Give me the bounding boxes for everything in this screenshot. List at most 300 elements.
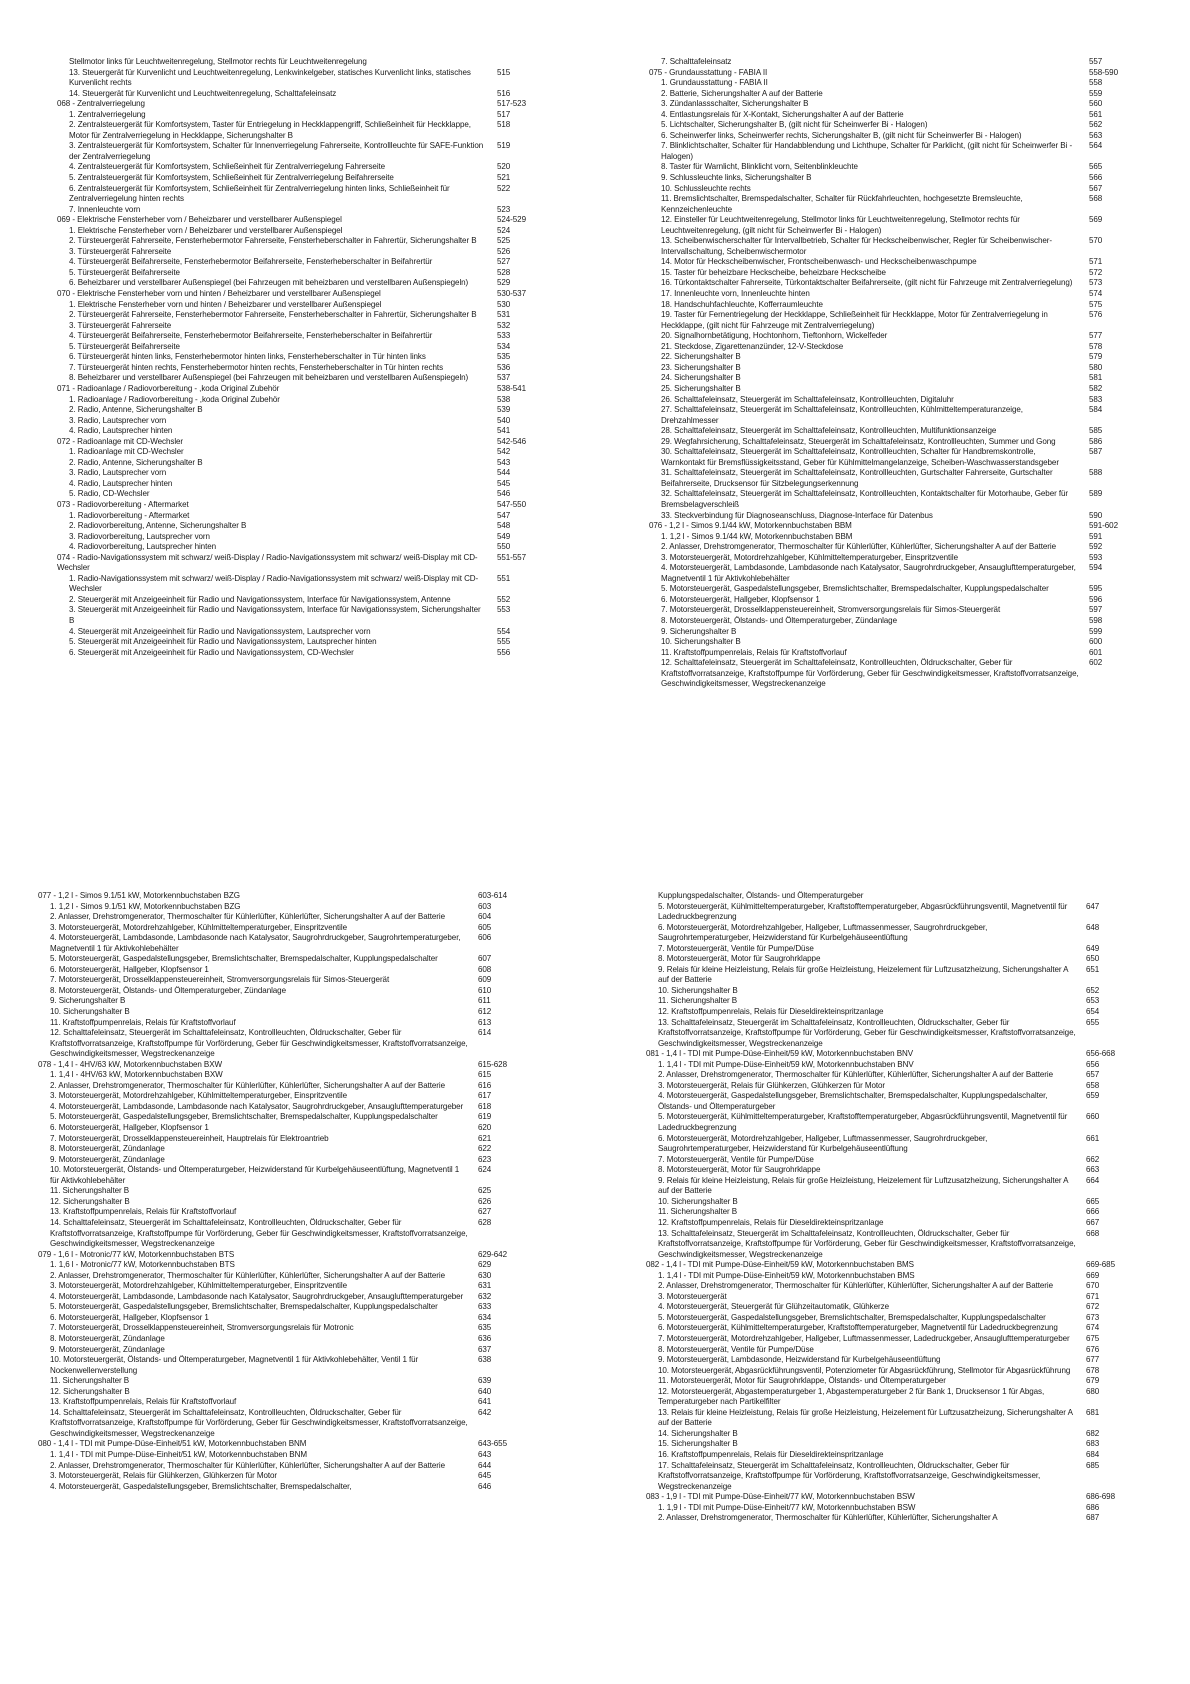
entry-title: 1. 1,2 l - Simos 9.1/51 kW, Motorkennbuchstaben BZG <box>50 901 241 911</box>
entry-title: 082 - 1,4 l - TDI mit Pumpe-Düse-Einheit/59 kW, Motorkennbuchstaben BMS <box>646 1260 914 1270</box>
toc-entry-row <box>646 1155 1166 1166</box>
entry-title: 6. Motorsteuergerät, Hallgeber, Klopfsensor 1 <box>661 594 820 604</box>
entry-title: 13. Steuergerät für Kurvenlicht und Leuchtweitenregelung, Lenkwinkelgeber, statisches Kurvenlicht links, statisches Kurvenlicht rechts <box>69 67 471 88</box>
entry-title: 7. Motorsteuergerät, Drosselklappensteuereinheit, Stromversorgungsrelais für Simos-Steuergerät <box>50 975 390 985</box>
entry-page: 550 <box>497 542 511 552</box>
toc-entry-row <box>57 595 577 606</box>
toc-entry-row <box>646 1007 1166 1018</box>
toc-entry-row <box>57 141 577 162</box>
toc-entry-row <box>38 1112 558 1123</box>
toc-entry-row <box>38 1028 558 1060</box>
entry-title: 8. Motorsteuergerät, Zündanlage <box>50 1144 165 1154</box>
entry-page: 633 <box>478 1302 492 1312</box>
entry-page: 677 <box>1086 1355 1100 1365</box>
entry-title: 12. Einsteller für Leuchtweitenregelung, Stellmotor links für Leuchtweitenregelung, Stellmotor rechts für Leuchtweitenregelung, (gilt nicht für Scheinwerfer Bi - Halogen) <box>661 215 1020 235</box>
toc-entry-row <box>38 1450 558 1461</box>
entry-page: 564 <box>1089 141 1103 151</box>
entry-title: 5. Zentralsteuergerät für Komfortsystem, Schließeinheit für Zentralverriegelung Beifahrerseite <box>69 173 394 183</box>
toc-entry-row <box>649 584 1169 595</box>
toc-entry-row <box>57 268 577 279</box>
entry-title: 11. Sicherungshalter B <box>658 996 738 1006</box>
toc-entry-row <box>57 627 577 638</box>
entry-title: 17. Schalttafeleinsatz, Steuergerät im Schalttafeleinsatz, Kontrollleuchten, Öldruckschalter, Geber für Kraftstoffvorratsanzeige, Kraftstoffpumpe für Vorförderung, Kraftstoffvorratsanzeige, Geschwindigkeitsmesser, Wegstreckenanzeige <box>658 1460 1041 1491</box>
toc-section-row <box>57 500 577 511</box>
entry-page: 657 <box>1086 1070 1100 1080</box>
toc-entry-row <box>646 954 1166 965</box>
entry-page: 521 <box>497 173 511 183</box>
entry-title: 14. Steuergerät für Kurvenlicht und Leuchtweitenregelung, Schalttafeleinsatz <box>69 88 337 98</box>
entry-page: 670 <box>1086 1281 1100 1291</box>
toc-entry-row <box>649 342 1169 353</box>
entry-page: 641 <box>478 1397 492 1407</box>
toc-entry-row <box>649 300 1169 311</box>
entry-page: 651 <box>1086 964 1100 974</box>
toc-entry-row <box>646 1461 1166 1493</box>
toc-entry-row <box>646 1091 1166 1112</box>
entry-title: 1. 1,4 l - 4HV/63 kW, Motorkennbuchstaben BXW <box>50 1070 223 1080</box>
entry-title: 5. Motorsteuergerät, Gaspedalstellungsgeber, Bremslichtschalter, Bremspedalschalter, Kupplungspedalschalter <box>50 1112 438 1122</box>
entry-page: 587 <box>1089 447 1103 457</box>
entry-page: 558-590 <box>1089 67 1118 77</box>
toc-entry-row <box>57 363 577 374</box>
entry-page: 662 <box>1086 1154 1100 1164</box>
toc-entry-row <box>38 933 558 954</box>
entry-title: 4. Türsteuergerät Beifahrerseite, Fensterhebermotor Beifahrerseite, Fensterheberschalter in Beifahrertür <box>69 331 433 341</box>
toc-entry-row <box>57 310 577 321</box>
toc-entry-row <box>646 965 1166 986</box>
toc-entry-row <box>38 1292 558 1303</box>
entry-page: 665 <box>1086 1196 1100 1206</box>
entry-title: 19. Taster für Fernentriegelung der Heckklappe, Schließeinheit für Heckklappe, Motor für Zentralverriegelung in Heckklappe, (gilt nicht für Fahrzeuge mit Zentralverriegelung) <box>661 310 1048 330</box>
entry-title: 9. Motorsteuergerät, Lambdasonde, Heizwiderstand für Kurbelgehäuseentlüftung <box>658 1355 941 1365</box>
entry-page: 591-602 <box>1089 521 1118 531</box>
entry-title: 6. Steuergerät mit Anzeigeeinheit für Radio und Navigationssystem, CD-Wechsler <box>69 647 354 657</box>
toc-entry-row <box>646 1018 1166 1050</box>
entry-title: 4. Motorsteuergerät, Lambdasonde, Lambdasonde nach Katalysator, Saugrohrdruckgeber, Ansauglufttemperaturgeber, Magnetventil 1 für Aktivkohlebehälter <box>661 563 1076 583</box>
toc-entry-row <box>38 1302 558 1313</box>
entry-page: 618 <box>478 1101 492 1111</box>
entry-title: 3. Radio, Lautsprecher vorn <box>69 415 167 425</box>
entry-title: 1. Radioanlage mit CD-Wechsler <box>69 447 184 457</box>
toc-entry-row <box>646 1355 1166 1366</box>
entry-page: 685 <box>1086 1460 1100 1470</box>
toc-section-row <box>57 437 577 448</box>
toc-entry-row <box>38 1482 558 1493</box>
toc-entry-row <box>38 1271 558 1282</box>
entry-page: 517 <box>497 109 511 119</box>
entry-title: 7. Motorsteuergerät, Drosselklappensteuereinheit, Hauptrelais für Elektroantrieb <box>50 1133 329 1143</box>
entry-page: 656-668 <box>1086 1049 1115 1059</box>
entry-title: 4. Motorsteuergerät, Lambdasonde, Lambdasonde nach Katalysator, Saugrohrdruckgeber, Ansauglufttemperaturgeber <box>50 1291 464 1301</box>
entry-title: 083 - 1,9 l - TDI mit Pumpe-Düse-Einheit/77 kW, Motorkennbuchstaben BSW <box>646 1492 915 1502</box>
entry-title: 9. Schlussleuchte links, Sicherungshalter B <box>661 173 812 183</box>
entry-page: 603 <box>478 901 492 911</box>
entry-page: 652 <box>1086 985 1100 995</box>
entry-title: 11. Sicherungshalter B <box>50 1186 130 1196</box>
entry-page: 635 <box>478 1323 492 1333</box>
toc-entry-row <box>38 912 558 923</box>
entry-title: 5. Motorsteuergerät, Gaspedalstellungsgeber, Bremslichtschalter, Bremspedalschalter, Kupplungspedalschalter <box>50 1302 438 1312</box>
entry-page: 555 <box>497 637 511 647</box>
entry-page: 588 <box>1089 468 1103 478</box>
entry-page: 573 <box>1089 278 1103 288</box>
entry-page: 551 <box>497 573 511 583</box>
entry-title: 081 - 1,4 l - TDI mit Pumpe-Düse-Einheit/59 kW, Motorkennbuchstaben BNV <box>646 1049 913 1059</box>
entry-title: 10. Motorsteuergerät, Abgasrückführungsventil, Potenziometer für Abgasrückführung, Stellmotor für Abgasrückführung <box>658 1365 1071 1375</box>
toc-entry-row <box>38 1102 558 1113</box>
entry-title: 6. Scheinwerfer links, Scheinwerfer rechts, Sicherungshalter B, (gilt nicht für Scheinwerfer Bi - Halogen) <box>661 130 1022 140</box>
entry-page: 614 <box>478 1028 492 1038</box>
entry-title: 6. Türsteuergerät hinten links, Fensterhebermotor hinten links, Fensterheberschalter in Tür hinten links <box>69 352 426 362</box>
entry-page: 602 <box>1089 658 1103 668</box>
entry-title: 9. Relais für kleine Heizleistung, Relais für große Heizleistung, Heizelement für Luftzusatzheizung, Sicherungshalter A auf der Batterie <box>658 1175 1069 1196</box>
toc-entry-row <box>649 352 1169 363</box>
entry-title: 10. Sicherungshalter B <box>50 1007 130 1017</box>
entry-page: 593 <box>1089 552 1103 562</box>
toc-entry-row <box>649 131 1169 142</box>
entry-page: 517-523 <box>497 99 526 109</box>
entry-title: 8. Beheizbarer und verstellbarer Außenspiegel (bei Fahrzeugen mit beheizbaren und verstellbaren Außenspiegeln) <box>69 373 469 383</box>
toc-entry-row <box>38 1313 558 1324</box>
entry-page: 549 <box>497 531 511 541</box>
toc-entry-row <box>57 247 577 258</box>
toc-entry-row <box>649 236 1169 257</box>
entry-title: 3. Motorsteuergerät <box>658 1291 727 1301</box>
entry-title: 28. Schalttafeleinsatz, Steuergerät im Schalttafeleinsatz, Kontrollleuchten, Multifunktionsanzeige <box>661 426 997 436</box>
toc-entry-row <box>38 965 558 976</box>
entry-page: 577 <box>1089 331 1103 341</box>
entry-page: 525 <box>497 236 511 246</box>
entry-page: 575 <box>1089 299 1103 309</box>
entry-page: 603-614 <box>478 891 507 900</box>
toc-entry-row <box>646 1345 1166 1356</box>
toc-entry-row <box>649 658 1169 690</box>
toc-entry-row <box>57 532 577 543</box>
toc-entry-row <box>649 268 1169 279</box>
entry-title: 12. Sicherungshalter B <box>50 1386 130 1396</box>
entry-title: 11. Sicherungshalter B <box>50 1376 130 1386</box>
entry-title: 2. Radio, Antenne, Sicherungshalter B <box>69 457 203 467</box>
toc-entry-row <box>57 426 577 437</box>
entry-title: 13. Scheibenwischerschalter für Intervallbetrieb, Schalter für Heckscheibenwischer, Regler für Scheibenwischer-Intervallschaltung, Scheibenwischermotor <box>661 236 1052 256</box>
entry-page <box>1086 891 1146 902</box>
entry-page: 616 <box>478 1080 492 1090</box>
entry-title: 12. Kraftstoffpumpenrelais, Relais für Dieseldirekteinspritzanlage <box>658 1217 884 1227</box>
toc-entry-row <box>57 521 577 532</box>
entry-title: 13. Kraftstoffpumpenrelais, Relais für Kraftstoffvorlauf <box>50 1207 237 1217</box>
entry-title: 075 - Grundausstattung - FABIA II <box>649 67 768 77</box>
entry-title: 5. Türsteuergerät Beifahrerseite <box>69 341 180 351</box>
entry-title: 23. Sicherungshalter B <box>661 362 741 372</box>
entry-title: 5. Lichtschalter, Sicherungshalter B, (gilt nicht für Scheinwerfer Bi - Halogen) <box>661 120 928 130</box>
entry-page: 571 <box>1089 257 1103 267</box>
entry-page: 553 <box>497 605 511 615</box>
toc-entry-row <box>646 1281 1166 1292</box>
entry-page: 655 <box>1086 1017 1100 1027</box>
entry-page: 590 <box>1089 510 1103 520</box>
entry-page: 629-642 <box>478 1249 507 1259</box>
entry-page: 557 <box>1089 57 1103 66</box>
entry-page: 648 <box>1086 922 1100 932</box>
entry-title: 9. Sicherungshalter B <box>50 996 126 1006</box>
entry-title: 2. Türsteuergerät Fahrerseite, Fensterhebermotor Fahrerseite, Fensterheberschalter in Fahrertür, Sicherungshalter B <box>69 310 477 320</box>
toc-entry-row <box>649 89 1169 100</box>
toc-entry-row <box>646 944 1166 955</box>
entry-page: 624 <box>478 1165 492 1175</box>
entry-title: 080 - 1,4 l - TDI mit Pumpe-Düse-Einheit/51 kW, Motorkennbuchstaben BNM <box>38 1439 307 1449</box>
entry-title: 8. Taster für Warnlicht, Blinklicht vorn, Seitenblinkleuchte <box>661 162 858 172</box>
entry-page: 679 <box>1086 1376 1100 1386</box>
entry-page: 626 <box>478 1196 492 1206</box>
toc-entry-row <box>646 1429 1166 1440</box>
entry-page: 680 <box>1086 1386 1100 1396</box>
entry-title: 4. Radiovorbereitung, Lautsprecher hinten <box>69 542 217 552</box>
toc-entry-row <box>57 173 577 184</box>
entry-page: 645 <box>478 1471 492 1481</box>
entry-page: 669-685 <box>1086 1260 1115 1270</box>
toc-entry-row <box>57 468 577 479</box>
toc-section-row <box>646 1260 1166 1271</box>
toc-block-top-right <box>649 57 1169 690</box>
entry-title: 3. Radio, Lautsprecher vorn <box>69 468 167 478</box>
toc-section-row <box>57 289 577 300</box>
toc-entry-row <box>649 437 1169 448</box>
entry-title: 3. Motorsteuergerät, Motordrehzahlgeber, Kühlmitteltemperaturgeber, Einspritzventile <box>50 1091 347 1101</box>
entry-page: 515 <box>497 67 511 77</box>
toc-entry-row <box>649 120 1169 131</box>
toc-section-row <box>649 521 1169 532</box>
entry-title: 2. Radiovorbereitung, Antenne, Sicherungshalter B <box>69 521 247 531</box>
toc-entry-row <box>646 1197 1166 1208</box>
toc-entry-row <box>57 605 577 626</box>
entry-title: 3. Motorsteuergerät, Motordrehzahlgeber, Kühlmitteltemperaturgeber, Einspritzventile <box>50 1281 347 1291</box>
entry-page: 561 <box>1089 109 1103 119</box>
entry-page: 572 <box>1089 267 1103 277</box>
toc-entry-row <box>57 120 577 141</box>
entry-page: 608 <box>478 964 492 974</box>
toc-entry-row <box>38 1081 558 1092</box>
entry-page: 536 <box>497 362 511 372</box>
entry-page: 643-655 <box>478 1439 507 1449</box>
entry-page: 682 <box>1086 1428 1100 1438</box>
entry-title: 2. Anlasser, Drehstromgenerator, Thermoschalter für Kühlerlüfter, Kühlerlüfter, Sicherungshalter A auf der Batterie <box>658 1281 1053 1291</box>
entry-page: 671 <box>1086 1291 1100 1301</box>
entry-page: 583 <box>1089 394 1103 404</box>
toc-entry-row <box>649 595 1169 606</box>
entry-title: 11. Kraftstoffpumpenrelais, Relais für Kraftstoffvorlauf <box>661 647 847 657</box>
entry-title: 3. Steuergerät mit Anzeigeeinheit für Radio und Navigationssystem, Interface für Navigationssystem, Sicherungshalter B <box>69 605 481 625</box>
toc-entry-row <box>38 1345 558 1356</box>
entry-page: 539 <box>497 405 511 415</box>
entry-page: 526 <box>497 246 511 256</box>
toc-entry-row <box>38 1165 558 1186</box>
entry-title: 4. Radio, Lautsprecher hinten <box>69 478 173 488</box>
entry-title: 1. 1,9 l - TDI mit Pumpe-Düse-Einheit/77 kW, Motorkennbuchstaben BSW <box>658 1502 916 1512</box>
entry-title: 10. Sicherungshalter B <box>658 985 738 995</box>
entry-page: 540 <box>497 415 511 425</box>
entry-page: 585 <box>1089 426 1103 436</box>
entry-title: 12. Schalttafeleinsatz, Steuergerät im Schalttafeleinsatz, Kontrollleuchten, Öldruckschalter, Geber für Kraftstoffvorratsanzeige, Kraftstoffpumpe für Vorförderung, Geber für Geschwindigkeitsmesser, Kraftstoffvorratsanzeige, Geschwindigkeitsmesser, Wegstreckenanzeige <box>50 1028 468 1059</box>
toc-section-row <box>646 1492 1166 1503</box>
toc-entry-row <box>649 395 1169 406</box>
toc-entry-row <box>38 1070 558 1081</box>
toc-entry-row <box>649 468 1169 489</box>
entry-page: 613 <box>478 1017 492 1027</box>
entry-title: 10. Sicherungshalter B <box>661 637 741 647</box>
entry-title: 26. Schalttafeleinsatz, Steuergerät im Schalttafeleinsatz, Kontrollleuchten, Digitaluhr <box>661 394 954 404</box>
toc-entry-row <box>649 627 1169 638</box>
toc-entry-row <box>57 331 577 342</box>
entry-page: 552 <box>497 594 511 604</box>
entry-page: 637 <box>478 1344 492 1354</box>
entry-title: 6. Motorsteuergerät, Motordrehzahlgeber, Hallgeber, Luftmassenmesser, Saugrohrdruckgeber, Saugrohrtemperaturgeber, Heizwiderstand für Kurbelgehäuseentlüftung <box>658 1133 988 1154</box>
entry-title: 4. Zentralsteuergerät für Komfortsystem, Schließeinheit für Zentralverriegelung Fahrerseite <box>69 162 386 172</box>
toc-entry-row <box>38 1007 558 1018</box>
entry-page: 565 <box>1089 162 1103 172</box>
entry-page: 676 <box>1086 1344 1100 1354</box>
entry-title: 7. Motorsteuergerät, Motordrehzahlgeber, Hallgeber, Luftmassenmesser, Ladedruckgeber, Ansauglufttemperaturgeber <box>658 1333 1070 1343</box>
entry-title: 1. Radiovorbereitung - Aftermarket <box>69 510 190 520</box>
toc-section-row <box>38 891 558 902</box>
toc-entry-row <box>646 1207 1166 1218</box>
toc-entry-row <box>649 162 1169 173</box>
entry-page: 547 <box>497 510 511 520</box>
entry-page: 687 <box>1086 1513 1100 1523</box>
toc-entry-row <box>57 89 577 100</box>
entry-page: 600 <box>1089 637 1103 647</box>
entry-page: 589 <box>1089 489 1103 499</box>
entry-page: 612 <box>478 1007 492 1017</box>
entry-title: 24. Sicherungshalter B <box>661 373 741 383</box>
toc-entry-row <box>38 1091 558 1102</box>
toc-entry-row <box>649 215 1169 236</box>
entry-page: 683 <box>1086 1439 1100 1449</box>
toc-entry-row <box>57 257 577 268</box>
toc-entry-row <box>649 447 1169 468</box>
toc-entry-row <box>646 1503 1166 1514</box>
entry-title: 3. Zentralsteuergerät für Komfortsystem, Schalter für Innenverriegelung Fahrerseite, Kontrollleuchte für SAFE-Funktion der Zentralverriegelung <box>69 141 484 161</box>
entry-page: 675 <box>1086 1333 1100 1343</box>
entry-title: 22. Sicherungshalter B <box>661 352 741 362</box>
toc-entry-row <box>646 1334 1166 1345</box>
entry-title: 1. 1,4 l - TDI mit Pumpe-Düse-Einheit/51 kW, Motorkennbuchstaben BNM <box>50 1449 307 1459</box>
entry-title: 12. Sicherungshalter B <box>50 1196 130 1206</box>
entry-page: 579 <box>1089 352 1103 362</box>
entry-title: 076 - 1,2 l - Simos 9.1/44 kW, Motorkennbuchstaben BBM <box>649 521 852 531</box>
entry-title: Kupplungspedalschalter, Ölstands- und Öltemperaturgeber <box>658 891 864 900</box>
entry-page: 627 <box>478 1207 492 1217</box>
toc-entry-row <box>649 542 1169 553</box>
entry-page: 623 <box>478 1154 492 1164</box>
toc-entry-row <box>646 1408 1166 1429</box>
entry-title: 8. Motorsteuergerät, Ölstands- und Öltemperaturgeber, Zündanlage <box>50 985 286 995</box>
toc-entry-row <box>38 1355 558 1376</box>
entry-title: 2. Radio, Antenne, Sicherungshalter B <box>69 405 203 415</box>
toc-entry-row <box>57 352 577 363</box>
entry-page: 650 <box>1086 954 1100 964</box>
toc-entry-row <box>646 1070 1166 1081</box>
toc-section-row <box>646 1049 1166 1060</box>
entry-page: 681 <box>1086 1407 1100 1417</box>
entry-title: 16. Kraftstoffpumpenrelais, Relais für Dieseldirekteinspritzanlage <box>658 1449 884 1459</box>
entry-title: 7. Motorsteuergerät, Drosselklappensteuereinheit, Stromversorgungsrelais für Simos-Steuergerät <box>661 605 1001 615</box>
entry-page: 622 <box>478 1144 492 1154</box>
toc-entry-row <box>57 405 577 416</box>
entry-page: 597 <box>1089 605 1103 615</box>
toc-entry-row <box>649 616 1169 627</box>
entry-page: 535 <box>497 352 511 362</box>
entry-page: 524 <box>497 225 511 235</box>
entry-title: 1. Radio-Navigationssystem mit schwarz/ weiß-Display / Radio-Navigationssystem mit schwarz/ weiß-Display mit CD-Wechsler <box>69 573 479 594</box>
entry-page: 548 <box>497 521 511 531</box>
toc-entry-row <box>57 479 577 490</box>
toc-entry-row <box>646 1271 1166 1282</box>
toc-entry-row <box>646 923 1166 944</box>
toc-entry-row <box>38 1281 558 1292</box>
entry-page: 530 <box>497 299 511 309</box>
entry-page: 533 <box>497 331 511 341</box>
entry-title: 5. Motorsteuergerät, Gaspedalstellungsgeber, Bremslichtschalter, Bremspedalschalter, Kupplungspedalschalter <box>50 954 438 964</box>
toc-entry-row <box>649 426 1169 437</box>
entry-title: 14. Sicherungshalter B <box>658 1428 738 1438</box>
entry-page: 628 <box>478 1217 492 1227</box>
entry-title: 2. Batterie, Sicherungshalter A auf der Batterie <box>661 88 823 98</box>
toc-entry-row <box>38 902 558 913</box>
entry-title: 1. Elektrische Fensterheber vorn und hinten / Beheizbarer und verstellbarer Außenspiegel <box>69 299 382 309</box>
entry-title: 4. Steuergerät mit Anzeigeeinheit für Radio und Navigationssystem, Lautsprecher vorn <box>69 626 371 636</box>
toc-entry-row <box>649 194 1169 215</box>
entry-page: 639 <box>478 1376 492 1386</box>
entry-page: 642 <box>478 1407 492 1417</box>
toc-entry-row <box>38 1186 558 1197</box>
entry-title: 11. Motorsteuergerät, Motor für Saugrohrklappe, Ölstands- und Öltemperaturgeber <box>658 1376 946 1386</box>
toc-entry-row <box>38 954 558 965</box>
toc-entry-row <box>649 110 1169 121</box>
entry-title: 10. Motorsteuergerät, Ölstands- und Öltemperaturgeber, Magnetventil 1 für Aktivkohlebehälter, Ventil 1 für Nockenwellenverstellung <box>50 1355 419 1375</box>
toc-entry-row <box>649 373 1169 384</box>
toc-entry-row <box>38 1197 558 1208</box>
entry-title: 1. 1,4 l - TDI mit Pumpe-Düse-Einheit/59 kW, Motorkennbuchstaben BNV <box>658 1059 914 1069</box>
entry-page: 519 <box>497 141 511 151</box>
toc-entry-row <box>646 1450 1166 1461</box>
toc-entry-row <box>57 162 577 173</box>
entry-title: 25. Sicherungshalter B <box>661 383 741 393</box>
entry-page: 545 <box>497 478 511 488</box>
entry-page: 538 <box>497 394 511 404</box>
toc-entry-row <box>38 1134 558 1145</box>
toc-entry-row <box>646 1302 1166 1313</box>
entry-page: 529 <box>497 278 511 288</box>
entry-title: 077 - 1,2 l - Simos 9.1/51 kW, Motorkennbuchstaben BZG <box>38 891 240 900</box>
entry-title: 13. Schalttafeleinsatz, Steuergerät im Schalttafeleinsatz, Kontrollleuchten, Öldruckschalter, Geber für Kraftstoffvorratsanzeige, Kraftstoffpumpe für Vorförderung, Geber für Geschwindigkeitsmesser, Kraftstoffvorratsanzeige, Geschwindigkeitsmesser, Wegstreckenanzeige <box>658 1228 1076 1259</box>
entry-title: 32. Schalttafeleinsatz, Steuergerät im Schalttafeleinsatz, Kontrollleuchten, Kontaktschalter für Motorhaube, Geber für Bremsbelagverschleiß <box>661 489 1068 509</box>
toc-section-row <box>57 384 577 395</box>
entry-title: 6. Beheizbarer und verstellbarer Außenspiegel (bei Fahrzeugen mit beheizbaren und verstellbaren Außenspiegeln) <box>69 278 469 288</box>
entry-title: 1. Radioanlage / Radiovorbereitung - ,koda Original Zubehör <box>69 394 280 404</box>
entry-title: 7. Innenleuchte vorn <box>69 204 141 214</box>
toc-entry-row <box>38 975 558 986</box>
entry-page: 546 <box>497 489 511 499</box>
entry-page: 570 <box>1089 236 1103 246</box>
entry-title: 8. Motorsteuergerät, Motor für Saugrohrklappe <box>658 954 821 964</box>
entry-page: 621 <box>478 1133 492 1143</box>
toc-entry-row <box>646 1323 1166 1334</box>
entry-page: 659 <box>1086 1091 1100 1101</box>
entry-title: 3. Motorsteuergerät, Motordrehzahlgeber, Kühlmitteltemperaturgeber, Einspritzventile <box>50 922 347 932</box>
toc-entry-row <box>38 1144 558 1155</box>
entry-page: 592 <box>1089 542 1103 552</box>
entry-title: 4. Motorsteuergerät, Lambdasonde, Lambdasonde nach Katalysator, Saugrohrdruckgeber, Saugrohrtemperaturgeber, Magnetventil 1 für Aktivkohlebehälter <box>50 933 461 953</box>
